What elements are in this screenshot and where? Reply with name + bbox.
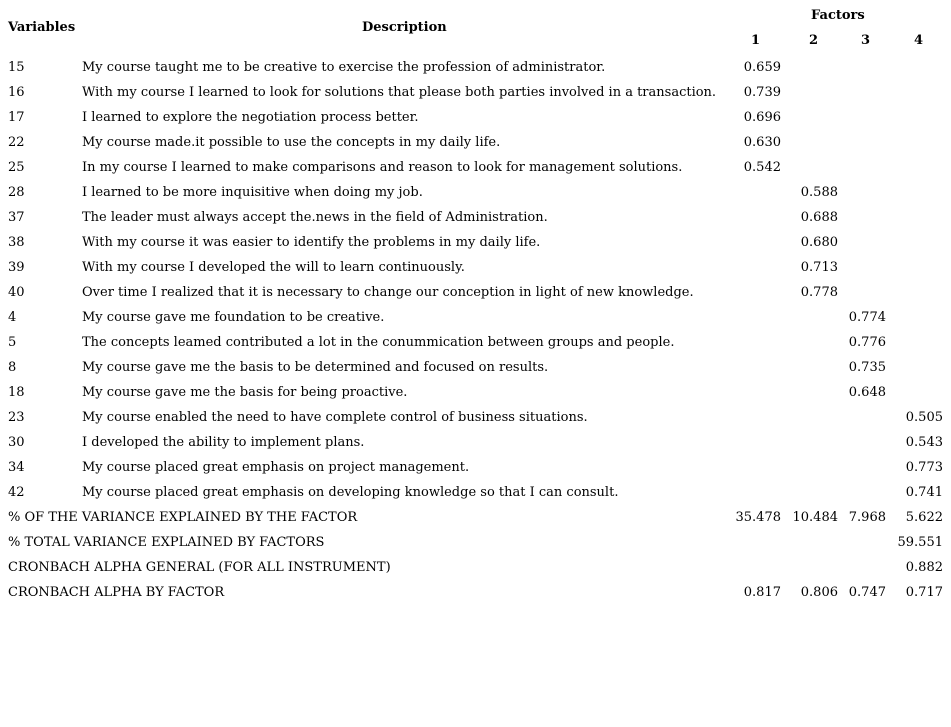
factor-3-loading: 0.735 (848, 360, 886, 375)
factor-3-loading: 0.776 (848, 335, 886, 350)
variable-id: 30 (8, 435, 25, 450)
factor-2-loading: 0.688 (800, 210, 838, 225)
summary-factor-1-value: 0.817 (743, 585, 781, 600)
variable-description: My course gave me foundation to be creative. (82, 310, 385, 325)
factor-1-loading: 0.696 (743, 110, 781, 125)
factor-2-loading: 0.713 (800, 260, 838, 275)
table-row (0, 105, 951, 130)
variable-id: 15 (8, 60, 25, 75)
factor-3-loading: 0.648 (848, 385, 886, 400)
factor-1-loading: 0.542 (743, 160, 781, 175)
table-row (0, 305, 951, 330)
summary-factor-2-value: 0.806 (800, 585, 838, 600)
summary-factor-4-value: 0.882 (905, 560, 943, 575)
variable-description: In my course I learned to make comparisons and reason to look for management solutions. (82, 160, 683, 175)
summary-row (0, 530, 951, 555)
summary-label: CRONBACH ALPHA GENERAL (FOR ALL INSTRUMENT) (8, 560, 391, 575)
variable-description: I developed the ability to implement plans. (82, 435, 365, 450)
summary-row (0, 580, 951, 605)
variable-description: Over time I realized that it is necessary to change our conception in light of new knowledge. (82, 285, 694, 300)
factor-4-loading: 0.543 (905, 435, 943, 450)
summary-label: % OF THE VARIANCE EXPLAINED BY THE FACTOR (8, 510, 358, 525)
variable-description: The leader must always accept the.news in the field of Administration. (82, 210, 548, 225)
variable-id: 34 (8, 460, 25, 475)
variable-id: 38 (8, 235, 25, 250)
header-factor-3: 3 (861, 33, 871, 48)
variable-id: 8 (8, 360, 17, 375)
header-factors: Factors (811, 8, 865, 23)
summary-row (0, 505, 951, 530)
variable-description: My course placed great emphasis on developing knowledge so that I can consult. (82, 485, 619, 500)
variable-id: 4 (8, 310, 17, 325)
factor-4-loading: 0.505 (905, 410, 943, 425)
factor-2-loading: 0.778 (800, 285, 838, 300)
table-row (0, 230, 951, 255)
summary-factor-3-value: 0.747 (848, 585, 886, 600)
header-factor-4: 4 (914, 33, 924, 48)
table-row (0, 455, 951, 480)
table-row (0, 255, 951, 280)
summary-label: % TOTAL VARIANCE EXPLAINED BY FACTORS (8, 535, 325, 550)
variable-id: 16 (8, 85, 25, 100)
factor-2-loading: 0.680 (800, 235, 838, 250)
variable-id: 40 (8, 285, 25, 300)
variable-id: 18 (8, 385, 25, 400)
table-row (0, 205, 951, 230)
header-factor-2: 2 (809, 33, 819, 48)
table-row (0, 80, 951, 105)
variable-description: My course placed great emphasis on project management. (82, 460, 470, 475)
variable-description: My course taught me to be creative to exercise the profession of administrator. (82, 60, 606, 75)
variable-id: 17 (8, 110, 25, 125)
summary-factor-4-value: 5.622 (905, 510, 943, 525)
variable-id: 42 (8, 485, 25, 500)
table-row (0, 180, 951, 205)
variable-description: With my course I developed the will to learn continuously. (82, 260, 465, 275)
table-body (0, 55, 951, 605)
table-row (0, 55, 951, 80)
summary-factor-4-value: 0.717 (905, 585, 943, 600)
variable-description: The concepts leamed contributed a lot in the conummication between groups and people. (82, 335, 675, 350)
summary-label: CRONBACH ALPHA BY FACTOR (8, 585, 225, 600)
variable-description: I learned to be more inquisitive when doing my job. (82, 185, 423, 200)
variable-description: With my course it was easier to identify the problems in my daily life. (82, 235, 541, 250)
header-variables: Variables (8, 20, 76, 35)
header-description: Description (362, 20, 447, 35)
table-row (0, 405, 951, 430)
table-row (0, 430, 951, 455)
variable-description: With my course I learned to look for solutions that please both parties involved in a transaction. (82, 85, 717, 100)
table-row (0, 355, 951, 380)
variable-id: 5 (8, 335, 17, 350)
variable-id: 25 (8, 160, 25, 175)
factor-4-loading: 0.741 (905, 485, 943, 500)
factor-1-loading: 0.659 (743, 60, 781, 75)
table-row (0, 130, 951, 155)
summary-factor-2-value: 10.484 (792, 510, 838, 525)
variable-description: My course made.it possible to use the concepts in my daily life. (82, 135, 501, 150)
factor-4-loading: 0.773 (905, 460, 943, 475)
summary-row (0, 555, 951, 580)
variable-description: I learned to explore the negotiation process better. (82, 110, 419, 125)
variable-description: My course gave me the basis to be determined and focused on results. (82, 360, 549, 375)
factor-1-loading: 0.630 (743, 135, 781, 150)
variable-description: My course enabled the need to have complete control of business situations. (82, 410, 588, 425)
variable-description: My course gave me the basis for being proactive. (82, 385, 408, 400)
table-row (0, 380, 951, 405)
table-row (0, 330, 951, 355)
table-row (0, 155, 951, 180)
summary-factor-4-value: 59.551 (897, 535, 943, 550)
factor-2-loading: 0.588 (800, 185, 838, 200)
summary-factor-1-value: 35.478 (735, 510, 781, 525)
table-row (0, 480, 951, 505)
header-factor-1: 1 (751, 33, 761, 48)
variable-id: 37 (8, 210, 25, 225)
factor-1-loading: 0.739 (743, 85, 781, 100)
variable-id: 28 (8, 185, 25, 200)
variable-id: 39 (8, 260, 25, 275)
variable-id: 23 (8, 410, 25, 425)
factor-3-loading: 0.774 (848, 310, 886, 325)
summary-factor-3-value: 7.968 (848, 510, 886, 525)
variable-id: 22 (8, 135, 25, 150)
table-row (0, 280, 951, 305)
